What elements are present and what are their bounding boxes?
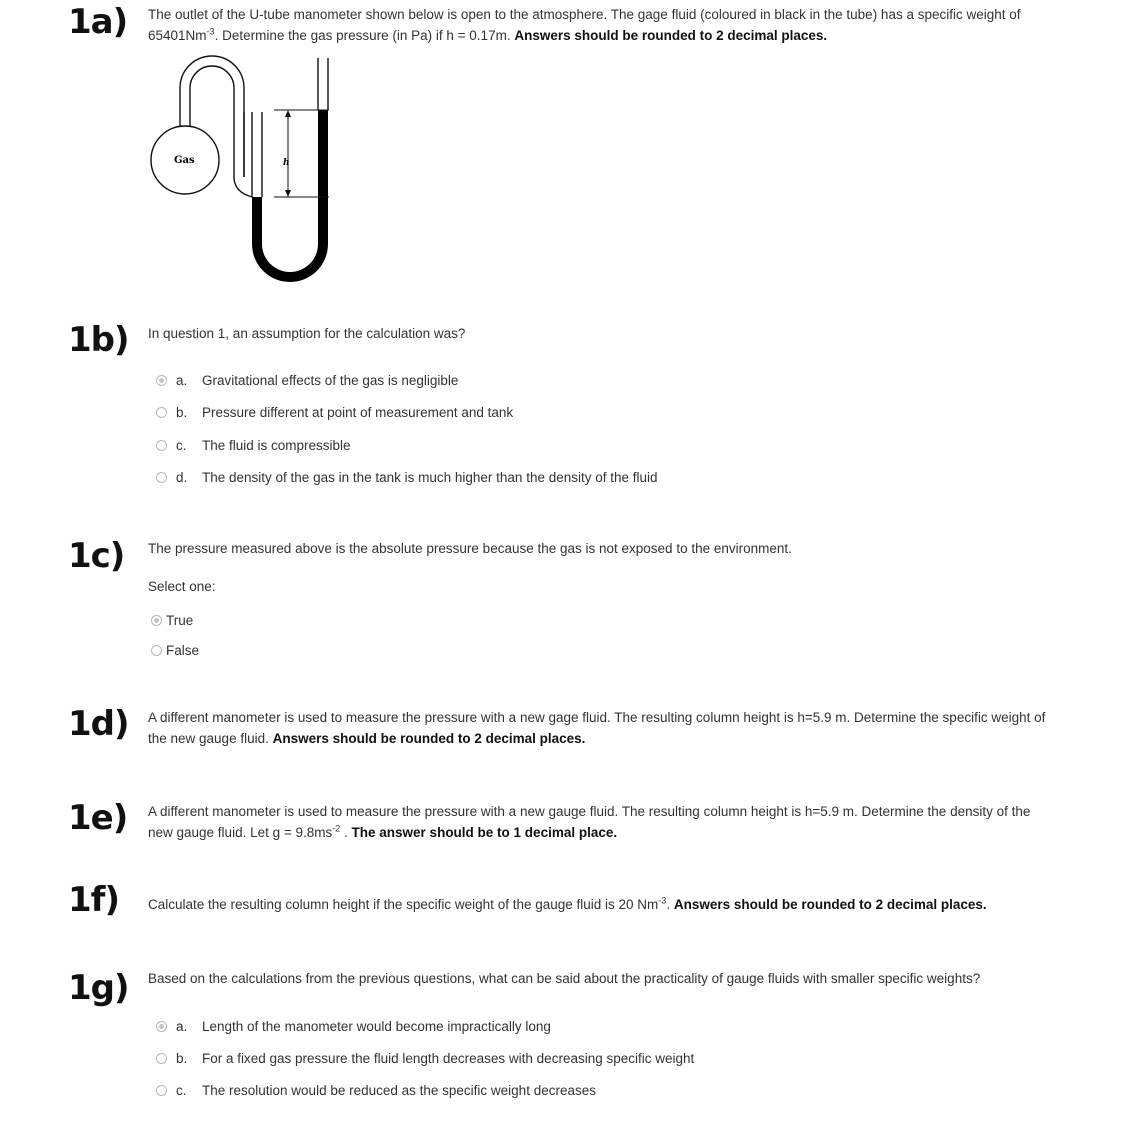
question-label-1d: 1d) — [68, 704, 129, 744]
option-letter: b. — [176, 1050, 188, 1066]
option-text: The fluid is compressible — [202, 437, 351, 453]
question-text-1b: In question 1, an assumption for the calculation was? — [148, 326, 466, 341]
q1f-text-start: Calculate the resulting column height if the specific weight of the gauge fluid is 20 Nm — [148, 897, 659, 912]
radio-button[interactable] — [156, 1021, 167, 1032]
radio-button[interactable] — [156, 440, 167, 451]
q1d-rounding-note: Answers should be rounded to 2 decimal places. — [272, 731, 586, 746]
option-text: Pressure different at point of measurement and tank — [202, 404, 514, 420]
option-text: Gravitational effects of the gas is negligible — [202, 372, 459, 388]
q1a-exponent: -3 — [206, 26, 215, 37]
option-letter: a. — [176, 372, 188, 388]
q1b-option-c[interactable] — [156, 436, 351, 454]
option-letter: c. — [176, 1082, 187, 1098]
h-arrow-down — [285, 190, 291, 197]
q1e-text-start: A different manometer is used to measure the pressure with a new gauge fluid. The resulting column height is h=5.9 m. Determine the density of the new gauge fluid. Let g = 9.8ms — [148, 804, 1031, 840]
option-text: False — [166, 642, 200, 658]
option-text: The density of the gas in the tank is much higher than the density of the fluid — [202, 469, 658, 485]
select-one-label: Select one: — [148, 579, 216, 594]
q1b-option-d[interactable] — [156, 468, 658, 486]
question-label-1a: 1a) — [68, 2, 128, 42]
question-text-1c: The pressure measured above is the absolute pressure because the gas is not exposed to the environment. — [148, 541, 792, 556]
gas-label: Gas — [174, 155, 195, 166]
left-leg-wall — [234, 112, 252, 197]
question-label-1f: 1f) — [68, 880, 119, 920]
question-label-1c: 1c) — [68, 536, 125, 576]
h-arrow-up — [285, 110, 291, 117]
question-text-1e — [148, 801, 1053, 843]
radio-button[interactable] — [156, 407, 167, 418]
q1f-text-mid: . — [666, 897, 674, 912]
option-letter: d. — [176, 469, 188, 485]
q1f-exponent: -3 — [658, 895, 667, 906]
radio-button[interactable] — [156, 1085, 167, 1096]
question-label-1g: 1g) — [68, 968, 129, 1008]
question-text-1f — [148, 894, 1053, 915]
option-letter: c. — [176, 437, 187, 453]
option-text: The resolution would be reduced as the specific weight decreases — [202, 1082, 596, 1098]
question-text-1d — [148, 707, 1053, 749]
question-label-1e: 1e) — [68, 798, 128, 838]
q1a-text-start: The outlet of the U-tube manometer shown below is open to the atmosphere. The gage fluid (coloured in black in the tube) has a specific weight of 65401Nm — [148, 7, 1021, 43]
option-letter: b. — [176, 404, 188, 420]
q1c-option-false[interactable] — [151, 641, 199, 659]
q1g-option-c[interactable] — [156, 1081, 596, 1099]
question-label-1b: 1b) — [68, 320, 129, 360]
option-text: Length of the manometer would become impractically long — [202, 1018, 551, 1034]
q1a-rounding-note: Answers should be rounded to 2 decimal places. — [514, 28, 828, 43]
q1e-exponent: -2 — [332, 823, 341, 834]
q1c-option-true[interactable] — [151, 611, 193, 629]
q1b-option-b[interactable] — [156, 403, 513, 421]
radio-button[interactable] — [151, 645, 162, 656]
q1e-text-mid: . — [340, 825, 352, 840]
radio-button[interactable] — [151, 615, 162, 626]
question-text-1g: Based on the calculations from the previous questions, what can be said about the practicality of gauge fluids with smaller specific weights? — [148, 971, 981, 986]
radio-button[interactable] — [156, 375, 167, 386]
option-text: For a fixed gas pressure the fluid length decreases with decreasing specific weight — [202, 1050, 695, 1066]
q1g-option-a[interactable] — [156, 1017, 551, 1035]
q1f-rounding-note: Answers should be rounded to 2 decimal places. — [673, 897, 987, 912]
option-letter: a. — [176, 1018, 188, 1034]
h-label: h — [283, 158, 290, 168]
u-tube-manometer-diagram — [148, 52, 338, 292]
gage-fluid — [252, 110, 328, 282]
radio-button[interactable] — [156, 472, 167, 483]
q1a-text-mid: . Determine the gas pressure (in Pa) if h = 0.17m. — [214, 28, 515, 43]
q1d-text: A different manometer is used to measure the pressure with a new gage fluid. The resulting column height is h=5.9 m. Determine the specific weight of the new gauge fluid. — [148, 710, 1046, 746]
q1e-rounding-note: The answer should be to 1 decimal place. — [351, 825, 618, 840]
radio-button[interactable] — [156, 1053, 167, 1064]
q1b-option-a[interactable] — [156, 371, 458, 389]
question-text-1a — [148, 4, 1053, 46]
q1g-option-b[interactable] — [156, 1049, 694, 1067]
option-text: True — [166, 612, 194, 628]
